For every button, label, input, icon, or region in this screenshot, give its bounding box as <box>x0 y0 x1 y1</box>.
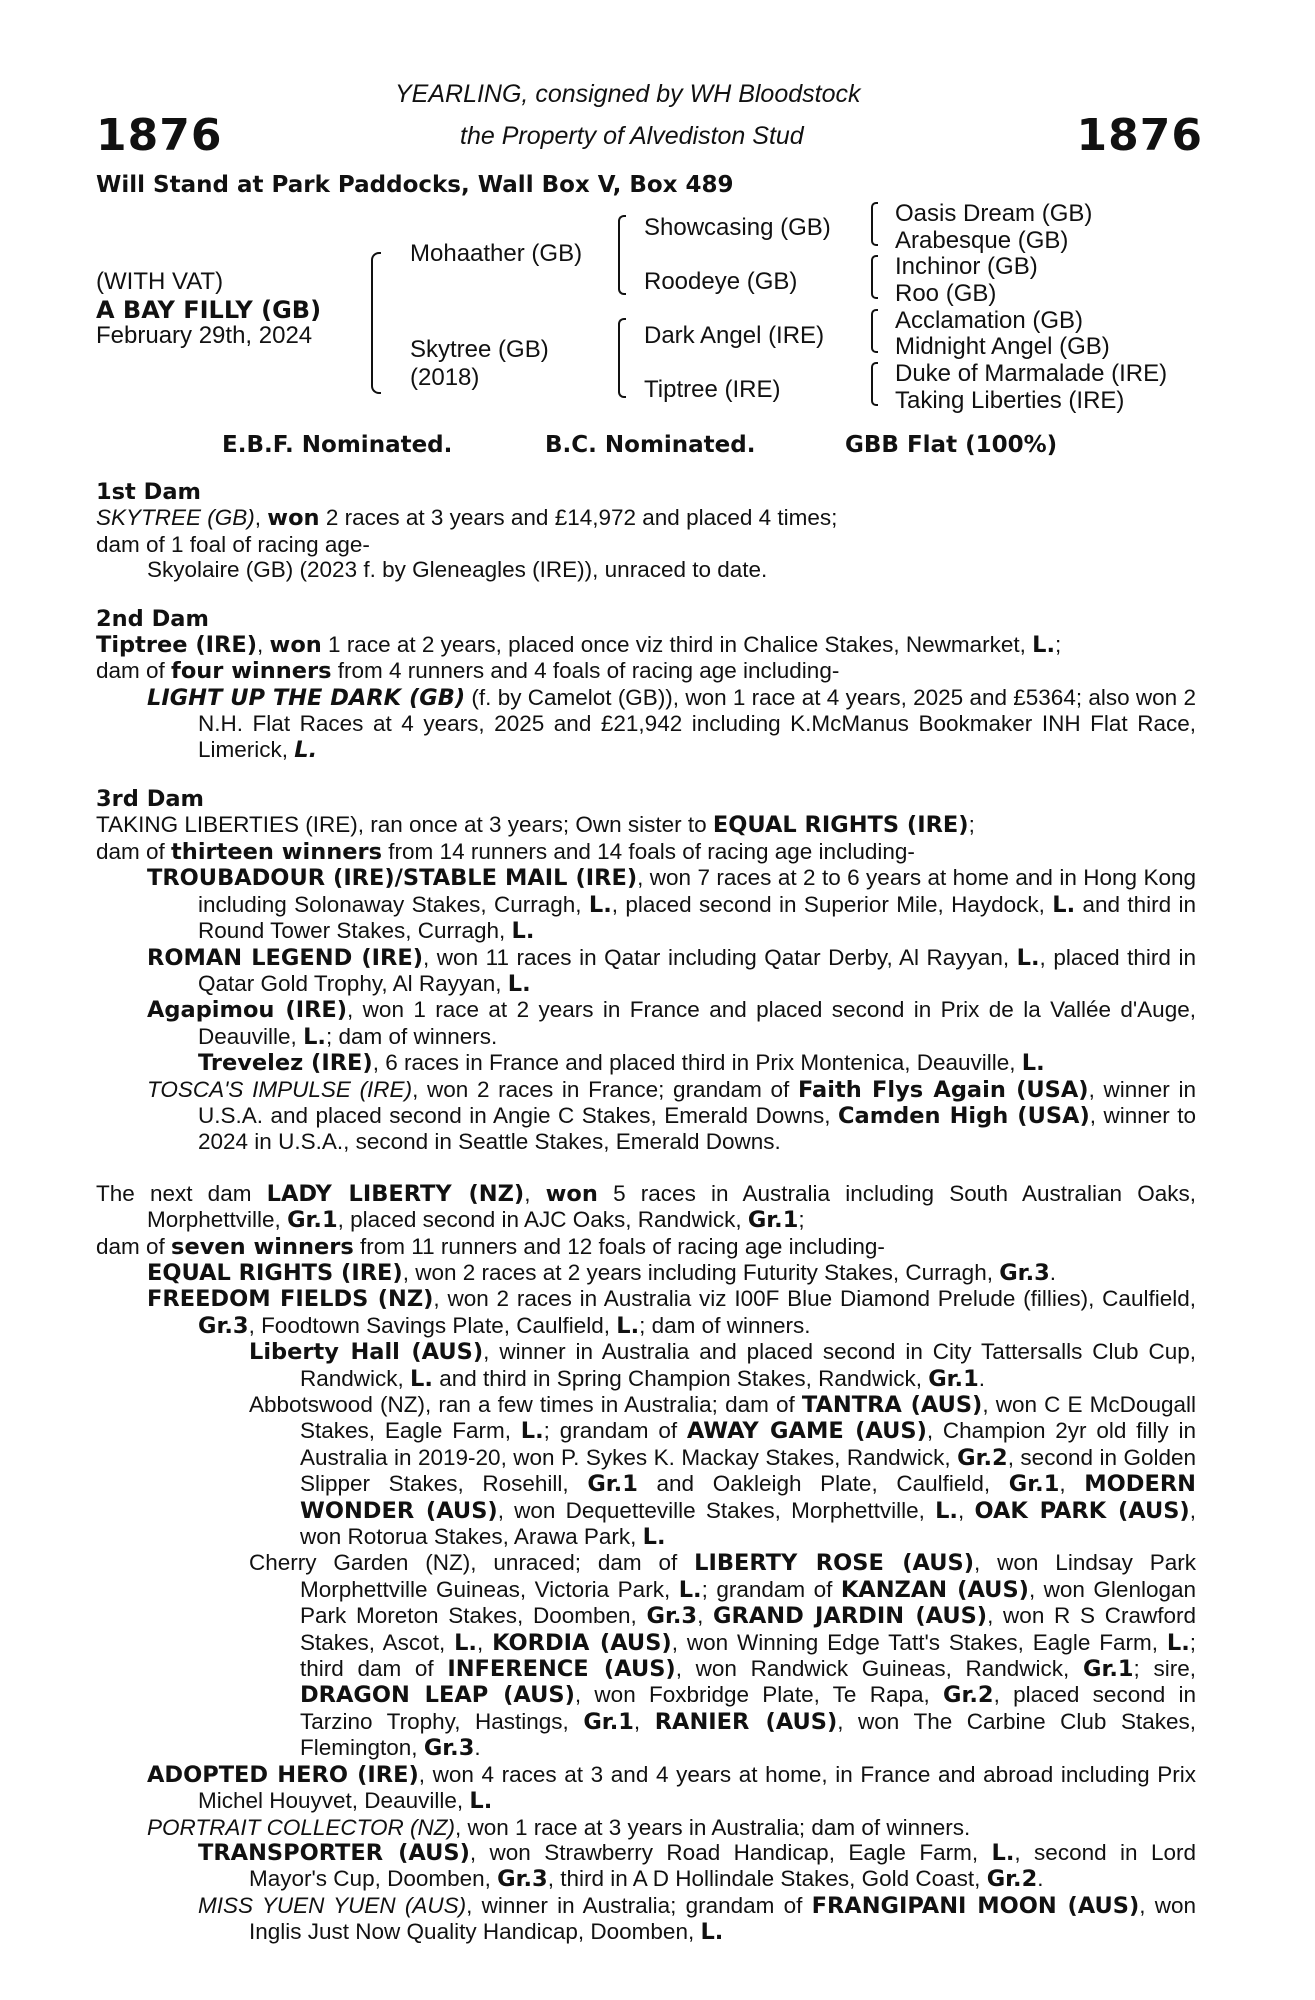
dam-year: (2018) <box>410 364 480 391</box>
first-dam-foal: Skyolaire (GB) (2023 f. by Gleneagles (IRE)), unraced to date. <box>147 557 768 583</box>
grandchild-entry: Trevelez (IRE), 6 races in France and placed third in Prix Montenica, Deauville, L. <box>198 1050 1045 1077</box>
dam-name: Skytree (GB) <box>410 336 549 363</box>
ancestor-g3-2: Arabesque (GB) <box>895 227 1069 254</box>
pedigree-brace-g3-2 <box>871 255 878 299</box>
ancestor-g3-4: Roo (GB) <box>895 280 997 307</box>
second-dam-name: Tiptree (IRE) <box>644 376 781 403</box>
second-dam-progeny: LIGHT UP THE DARK (GB) (f. by Camelot (GB)), won 1 race at 4 years, 2025 and £5364; also won 2 N.H. Flat Races at 4 years, 2025 and £21,942 including K.McManus Bookmaker INH Flat Race, Limerick, L. <box>147 684 1196 763</box>
gbb-flat: GBB Flat (100%) <box>845 432 1058 458</box>
property-line: the Property of Alvediston Stud <box>460 122 804 150</box>
next-dam-progeny: FREEDOM FIELDS (NZ), won 2 races in Australia viz I00F Blue Diamond Prelude (fillies), Caulfield, Gr.3, Foodtown Savings Plate, Caulfield, L.; dam of winners. <box>147 1286 1196 1339</box>
ancestor-g3-7: Duke of Marmalade (IRE) <box>895 360 1168 387</box>
pedigree-brace-g3-4 <box>871 362 878 406</box>
horse-name: A BAY FILLY (GB) <box>96 296 322 324</box>
first-dam-produce-line: dam of 1 foal of racing age- <box>96 531 370 557</box>
ancestor-g3-5: Acclamation (GB) <box>895 307 1084 334</box>
grandsire-name: Showcasing (GB) <box>644 214 831 241</box>
ancestor-g3-6: Midnight Angel (GB) <box>895 333 1110 360</box>
third-dam-record: TAKING LIBERTIES (IRE), ran once at 3 years; Own sister to EQUAL RIGHTS (IRE); <box>96 812 975 839</box>
pedigree-brace-g3-1 <box>871 202 878 246</box>
grandchild-entry: Cherry Garden (NZ), unraced; dam of LIBERTY ROSE (AUS), won Lindsay Park Morphettville Guineas, Victoria Park, L.; grandam of KANZAN (AUS), won Glenlogan Park Moreton Stakes, Doomben, Gr.3, GRAND JARDIN (AUS), won R S Crawford Stakes, Ascot, L., KORDIA (AUS), won Winning Edge Tatt's Stakes, Eagle Farm, L.; third dam of INFERENCE (AUS), won Randwick Guineas, Randwick, Gr.1; sire, DRAGON LEAP (AUS), won Foxbridge Plate, Te Rapa, Gr.2, placed second in Tarzino Trophy, Hastings, Gr.1, RANIER (AUS), won The Carbine Club Stakes, Flemington, Gr.3. <box>249 1550 1197 1762</box>
section-heading-third-dam: 3rd Dam <box>96 786 204 813</box>
granddam-sire-side: Roodeye (GB) <box>644 268 798 295</box>
ancestor-g3-1: Oasis Dream (GB) <box>895 200 1093 227</box>
damsire-name: Dark Angel (IRE) <box>644 322 825 349</box>
first-dam-record: SKYTREE (GB), won 2 races at 3 years and £14,972 and placed 4 times; <box>96 505 838 532</box>
grandchild-entry: TRANSPORTER (AUS), won Strawberry Road Handicap, Eagle Farm, L., second in Lord Mayor's Cup, Doomben, Gr.3, third in A D Hollindale Stakes, Gold Coast, Gr.2. <box>198 1839 1196 1893</box>
third-dam-progeny: ROMAN LEGEND (IRE), won 11 races in Qatar including Qatar Derby, Al Rayyan, L., placed third in Qatar Gold Trophy, Al Rayyan, L. <box>147 944 1196 997</box>
vat-label: (WITH VAT) <box>96 268 224 295</box>
next-dam-progeny: ADOPTED HERO (IRE), won 4 races at 3 and 4 years at home, in France and abroad including Prix Michel Houyvet, Deauville, L. <box>147 1761 1196 1815</box>
section-heading-first-dam: 1st Dam <box>96 479 201 505</box>
third-dam-progeny: TOSCA'S IMPULSE (IRE), won 2 races in France; grandam of Faith Flys Again (USA), winner in U.S.A. and placed second in Angie C Stakes, Emerald Downs, Camden High (USA), winner to 2024 in U.S.A., second in Seattle Stakes, Emerald Downs. <box>147 1076 1197 1155</box>
consignment-line: YEARLING, consigned by WH Bloodstock <box>395 80 861 108</box>
grandchild-entry: MISS YUEN YUEN (AUS), winner in Australia; grandam of FRANGIPANI MOON (AUS), won Inglis Just Now Quality Handicap, Doomben, L. <box>198 1892 1196 1946</box>
lot-number-left: 1876 <box>96 110 223 161</box>
catalogue-body <box>96 480 1196 1946</box>
third-dam-progeny: Agapimou (IRE), won 1 race at 2 years in France and placed second in Prix de la Vallée d'Auge, Deauville, L.; dam of winners. <box>147 997 1196 1050</box>
third-dam-produce-line: dam of thirteen winners from 14 runners and 14 foals of racing age including- <box>96 838 915 865</box>
third-dam-progeny: TROUBADOUR (IRE)/STABLE MAIL (IRE), won 7 races at 2 to 6 years at home and in Hong Kong including Solonaway Stakes, Curragh, L., placed second in Superior Mile, Haydock, L. and third in Round Tower Stakes, Curragh, L. <box>147 865 1197 945</box>
next-dam-progeny: EQUAL RIGHTS (IRE), won 2 races at 2 years including Futurity Stakes, Curragh, Gr.3. <box>147 1259 1057 1286</box>
ebf-nominated: E.B.F. Nominated. <box>222 432 453 458</box>
next-dam-progeny: PORTRAIT COLLECTOR (NZ), won 1 race at 3 years in Australia; dam of winners. <box>147 1814 971 1840</box>
next-dam-record: The next dam LADY LIBERTY (NZ), won 5 races in Australia including South Australian Oaks, Morphettville, Gr.1, placed second in AJC Oaks, Randwick, Gr.1; <box>96 1180 1196 1234</box>
ancestor-g3-3: Inchinor (GB) <box>895 253 1038 280</box>
sire-name: Mohaather (GB) <box>410 240 583 267</box>
next-dam-produce-line: dam of seven winners from 11 runners and 12 foals of racing age including- <box>96 1233 885 1260</box>
bc-nominated: B.C. Nominated. <box>545 432 756 458</box>
pedigree-brace-g3-3 <box>871 309 878 353</box>
second-dam-produce-line: dam of four winners from 4 runners and 4 foals of racing age including- <box>96 658 840 685</box>
grandchild-entry: Abbotswood (NZ), ran a few times in Australia; dam of TANTRA (AUS), won C E McDougall Stakes, Eagle Farm, L.; grandam of AWAY GAME (AUS), Champion 2yr old filly in Australia in 2019-20, won P. Sykes K. Mackay Stakes, Randwick, Gr.2, second in Golden Slipper Stakes, Rosehill, Gr.1 and Oakleigh Plate, Caulfield, Gr.1, MODERN WONDER (AUS), won Dequetteville Stakes, Morphettville, L., OAK PARK (AUS), won Rotorua Stakes, Arawa Park, L. <box>249 1392 1196 1551</box>
second-dam-record: Tiptree (IRE), won 1 race at 2 years, placed once viz third in Chalice Stakes, Newmarket, L.; <box>96 632 1062 659</box>
grandchild-entry: Liberty Hall (AUS), winner in Australia and placed second in City Tattersalls Club Cup, Randwick, L. and third in Spring Champion Stakes, Randwick, Gr.1. <box>249 1339 1196 1392</box>
pedigree-brace-dam <box>618 318 626 398</box>
lot-number-right: 1876 <box>1076 110 1203 161</box>
pedigree-brace-main <box>371 252 381 394</box>
ancestor-g3-8: Taking Liberties (IRE) <box>895 387 1125 414</box>
foaling-date: February 29th, 2024 <box>96 322 313 349</box>
location-line: Will Stand at Park Paddocks, Wall Box V, Box 489 <box>96 172 734 198</box>
section-heading-second-dam: 2nd Dam <box>96 605 209 632</box>
pedigree-brace-sire <box>618 215 626 295</box>
